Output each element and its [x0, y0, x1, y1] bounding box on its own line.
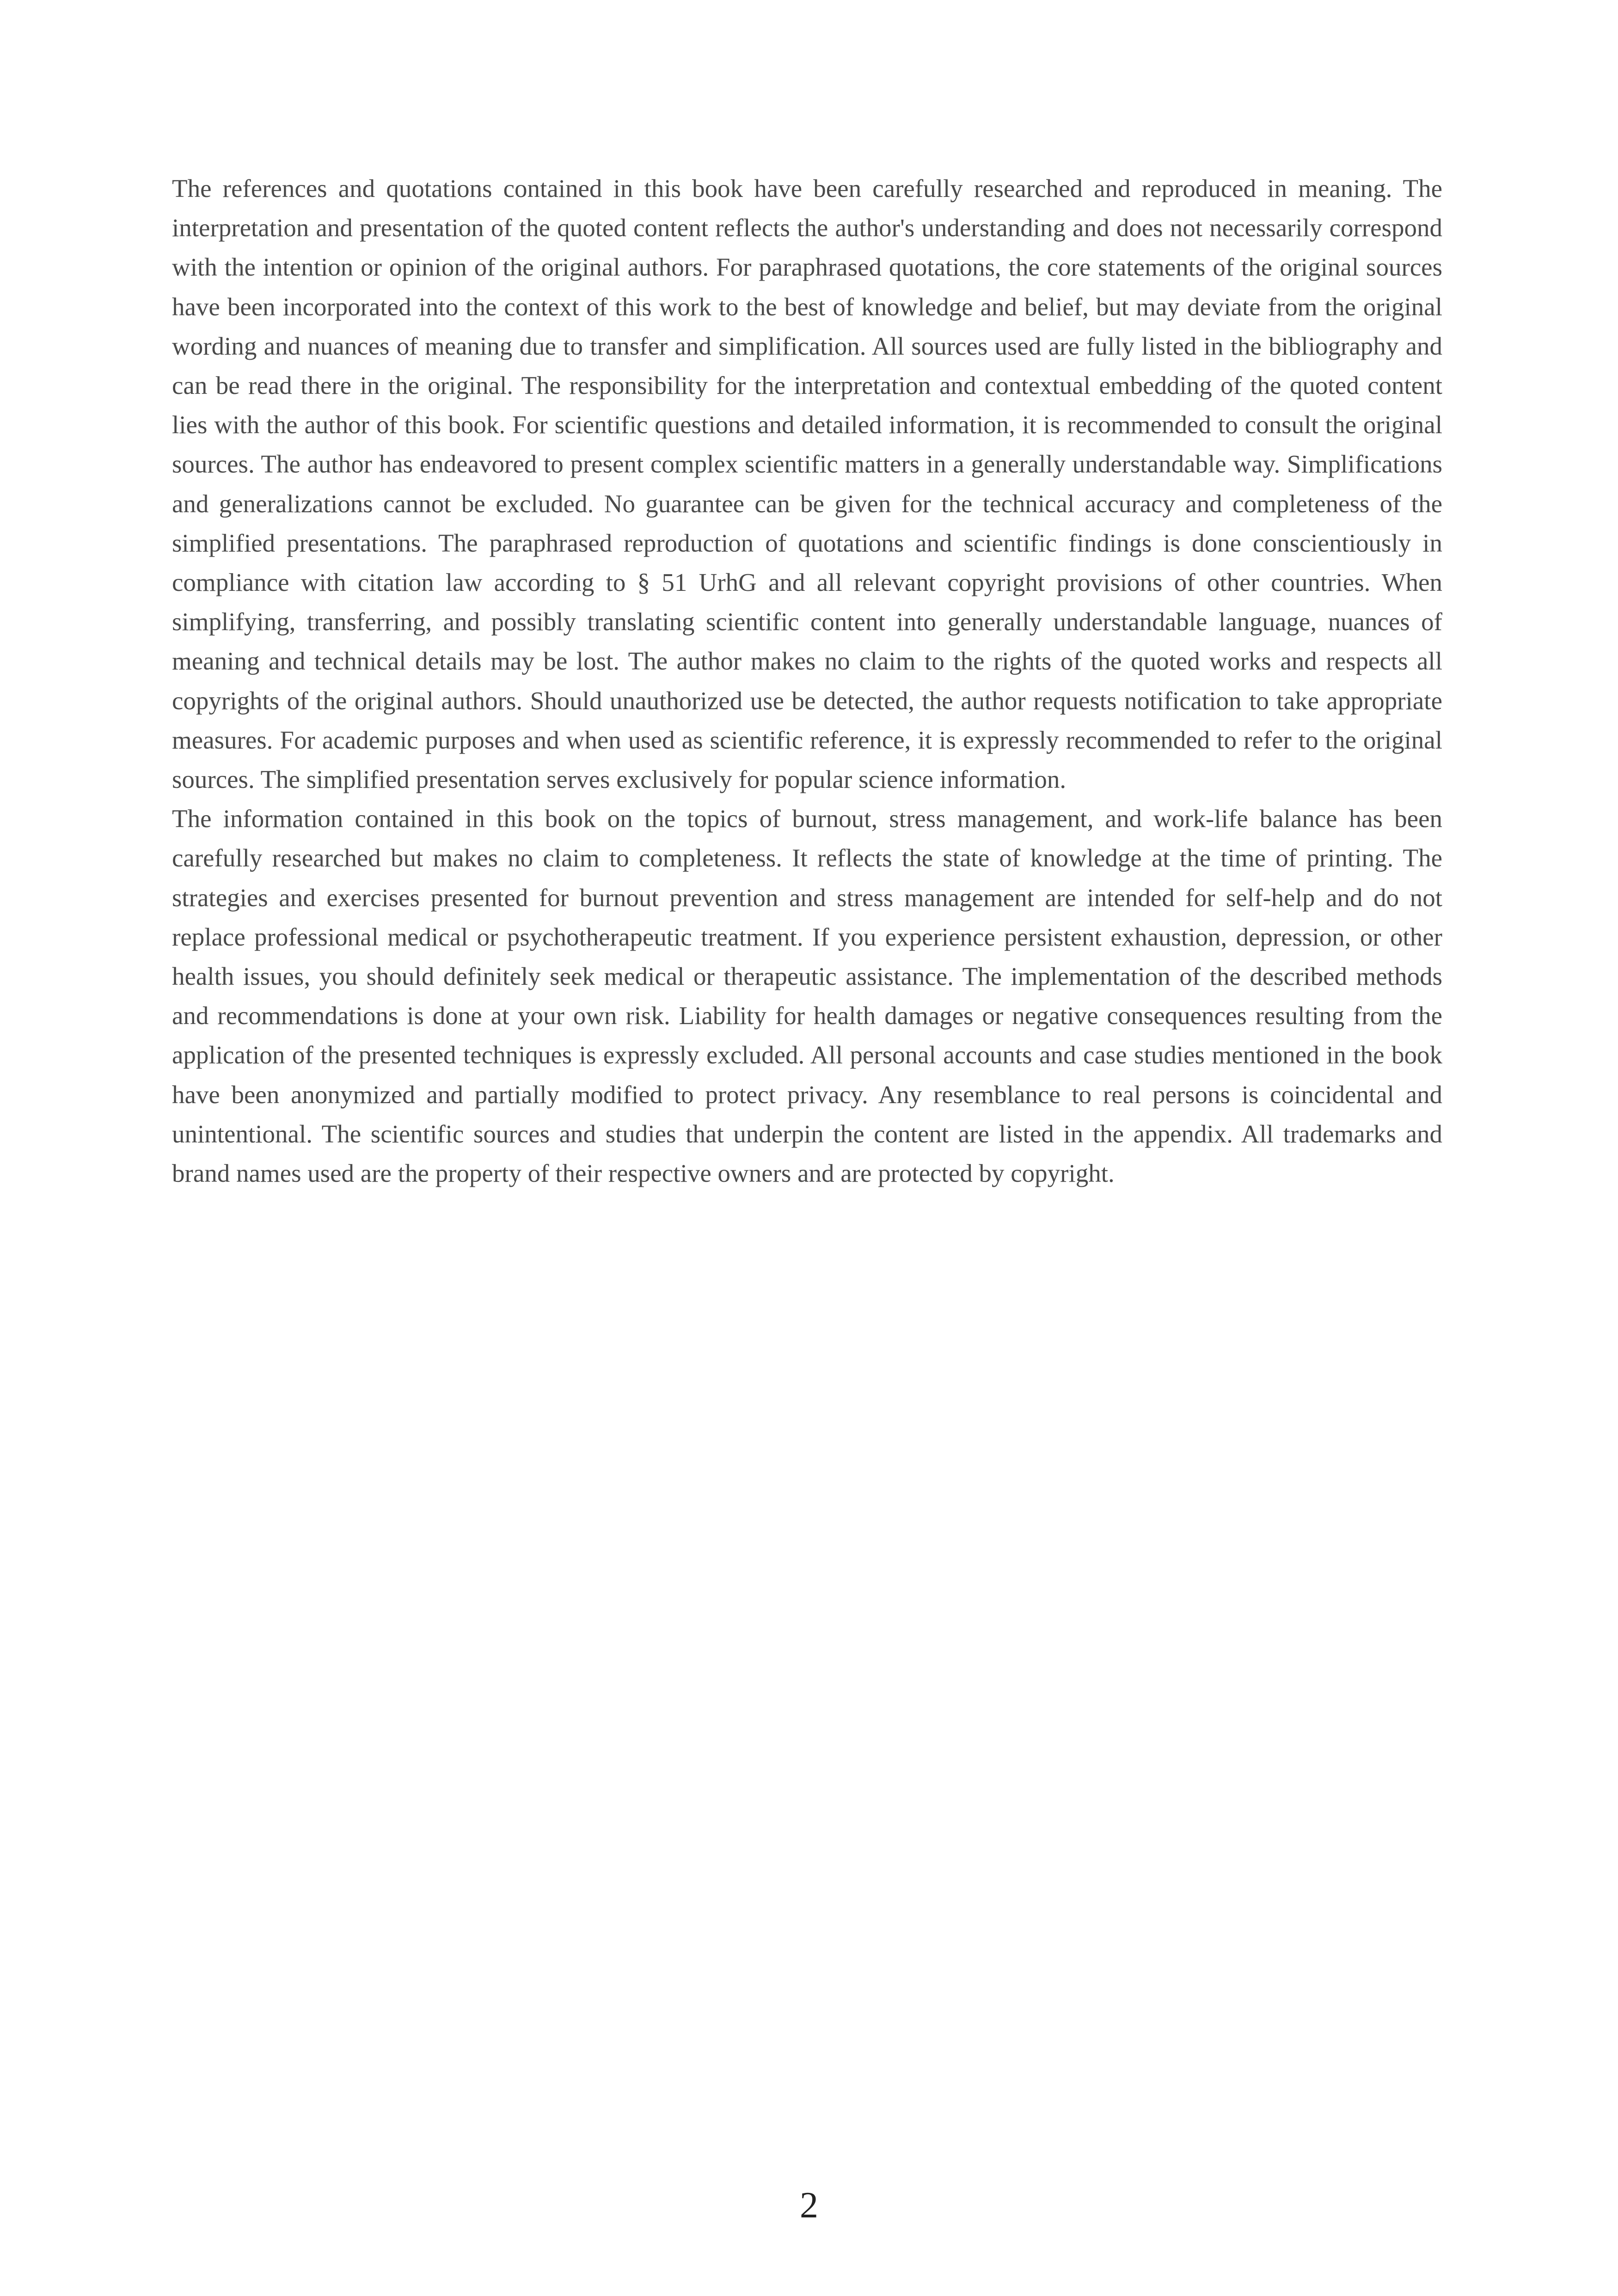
body-text: [172, 169, 1442, 1193]
paragraph-health-disclaimer: The information contained in this book on the topics of burnout, stress management, and work-life balance has been carefully researched but makes no claim to completeness. It reflects the state of knowledge at the time of printing. The strategies and exercises presented for burnout prevention and stress management are intended for self-help and do not replace professional medical or psychotherapeutic treatment. If you experience persistent exhaustion, depression, or other health issues, you should definitely seek medical or therapeutic assistance. The implementation of the described methods and recommendations is done at your own risk. Liability for health damages or negative consequences resulting from the application of the presented techniques is expressly excluded. All personal accounts and case studies mentioned in the book have been anonymized and partially modified to protect privacy. Any resemblance to real persons is coincidental and unintentional. The scientific sources and studies that underpin the content are listed in the appendix. All trademarks and brand names used are the property of their respective owners and are protected by copyright.: [172, 804, 1442, 1188]
paragraph-citation-disclaimer: The references and quotations contained in this book have been carefully researched and reproduced in meaning. The interpretation and presentation of the quoted content reflects the author's understanding and does not necessarily correspond with the intention or opinion of the original authors. For paraphrased quotations, the core statements of the original sources have been incorporated into the context of this work to the best of knowledge and belief, but may deviate from the original wording and nuances of meaning due to transfer and simplification. All sources used are fully listed in the bibliography and can be read there in the original. The responsibility for the interpretation and contextual embedding of the quoted content lies with the author of this book. For scientific questions and detailed information, it is recommended to consult the original sources. The author has endeavored to present complex scientific matters in a generally understandable way. Simplifications and generalizations cannot be excluded. No guarantee can be given for the technical accuracy and completeness of the simplified presentations. The paraphrased reproduction of quotations and scientific findings is done conscientiously in compliance with citation law according to § 51 UrhG and all relevant copyright provisions of other countries. When simplifying, transferring, and possibly translating scientific content into generally understandable language, nuances of meaning and technical details may be lost. The author makes no claim to the rights of the quoted works and respects all copyrights of the original authors. Should unauthorized use be detected, the author requests notification to take appropriate measures. For academic purposes and when used as scientific reference, it is expressly recommended to refer to the original sources. The simplified presentation serves exclusively for popular science information.: [172, 174, 1442, 794]
page-number: 2: [800, 2185, 818, 2226]
